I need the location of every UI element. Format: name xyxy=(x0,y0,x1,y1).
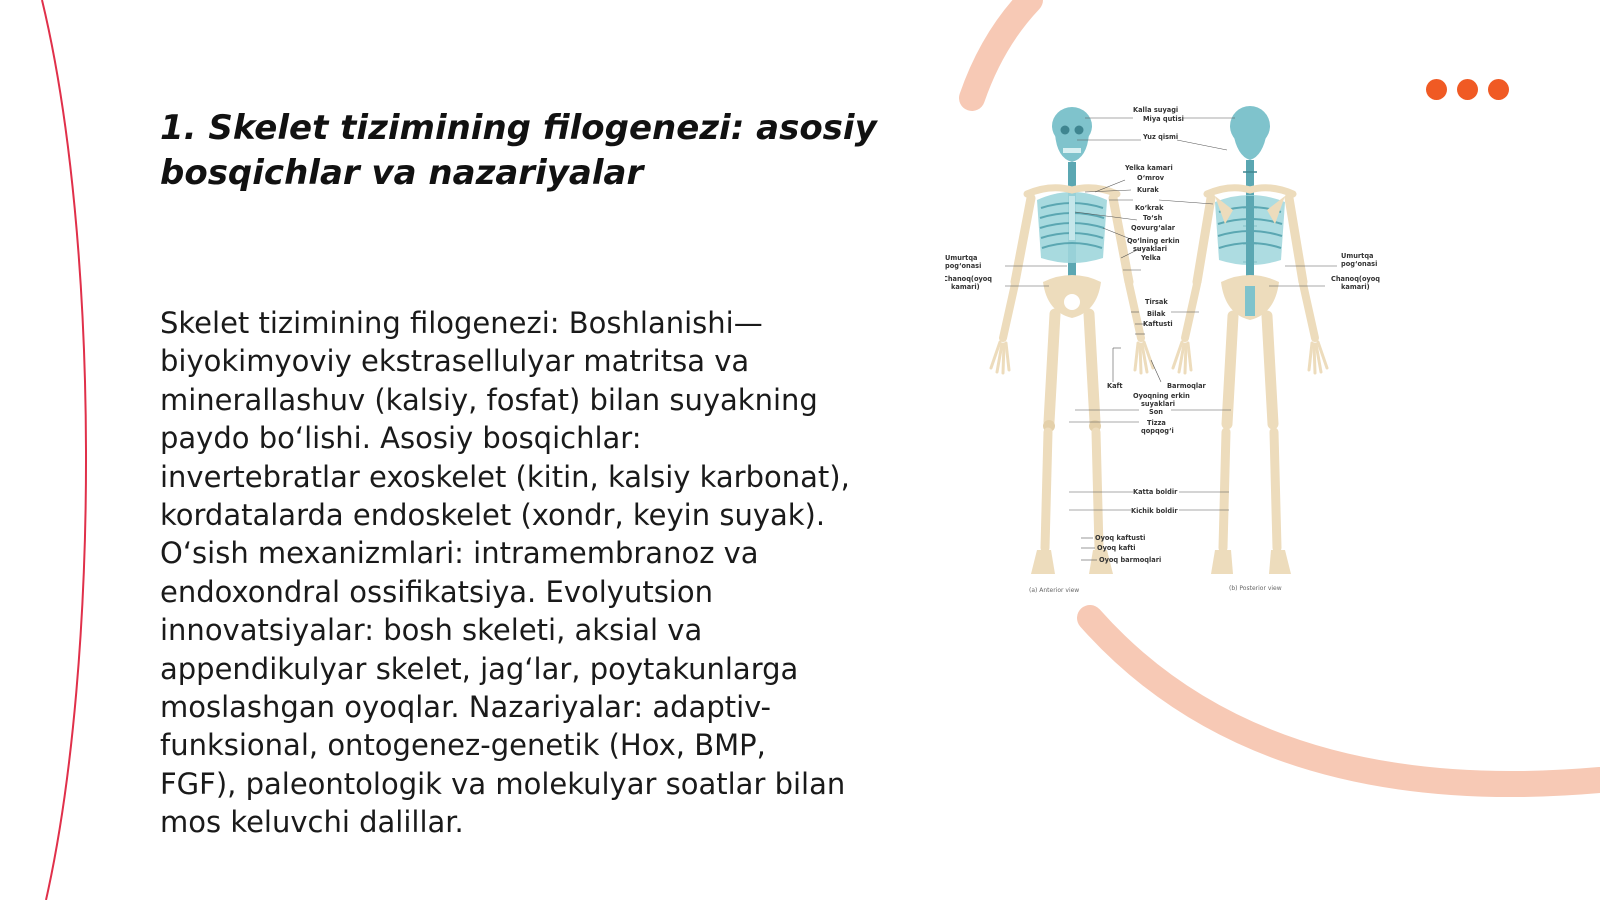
label-tizza-2: qopqog‘i xyxy=(1141,427,1174,435)
label-oyoq-barmoqlari: Oyoq barmoqlari xyxy=(1099,556,1162,564)
decorative-arc-bottom xyxy=(1090,618,1600,784)
skeleton-posterior xyxy=(1173,106,1327,574)
label-miya-qutisi: Miya qutisi xyxy=(1143,115,1184,123)
label-son: Son xyxy=(1149,408,1163,416)
label-kurak: Kurak xyxy=(1137,186,1159,194)
label-umurtqa-right-2: pog‘onasi xyxy=(1341,260,1378,268)
label-yelka: Yelka xyxy=(1141,254,1161,262)
label-bilak: Bilak xyxy=(1147,310,1166,318)
label-umurtqa-left-2: pog‘onasi xyxy=(945,262,982,270)
label-yuz-qismi: Yuz qismi xyxy=(1143,133,1179,141)
label-chanoq-right-1: Chanoq(oyoq xyxy=(1331,275,1381,283)
label-yelka-kamari: Yelka kamari xyxy=(1125,164,1173,172)
label-kalla-suyagi: Kalla suyagi xyxy=(1133,106,1179,114)
left-border-curve xyxy=(42,0,86,900)
caption-anterior: (a) Anterior view xyxy=(1029,587,1080,594)
caption-posterior: (b) Posterior view xyxy=(1229,585,1282,592)
more-horizontal-icon[interactable] xyxy=(1426,79,1516,101)
label-kichik-boldir: Kichik boldir xyxy=(1131,507,1178,515)
label-oyoq-erkin-1: Oyoqning erkin xyxy=(1133,392,1190,400)
label-qol-erkin-2: suyaklari xyxy=(1133,245,1167,253)
label-katta-boldir: Katta boldir xyxy=(1133,488,1178,496)
label-kaft: Kaft xyxy=(1107,382,1123,390)
skeleton-diagram xyxy=(945,100,1405,610)
label-barmoqlar: Barmoqlar xyxy=(1167,382,1206,390)
label-oyoq-kaftusti: Oyoq kaftusti xyxy=(1095,534,1146,542)
label-qol-erkin-1: Qo‘lning erkin xyxy=(1127,237,1180,245)
slide-title: 1. Skelet tizimining filogenezi: asosiy bosqichlar va nazariyalar xyxy=(160,108,877,193)
label-oyoq-erkin-2: suyaklari xyxy=(1141,400,1175,408)
label-oyoq-kafti: Oyoq kafti xyxy=(1097,544,1136,552)
menu-dot xyxy=(1488,79,1509,100)
label-tizza-1: Tizza xyxy=(1147,419,1166,427)
label-kaftusti: Kaftusti xyxy=(1143,320,1173,328)
label-chanoq-left-2: kamari) xyxy=(951,283,980,291)
label-umurtqa-left-1: Umurtqa xyxy=(945,254,978,262)
label-omrov: O‘mrov xyxy=(1137,174,1165,182)
label-tosh: To‘sh xyxy=(1143,214,1163,222)
label-qovurgalar: Qovurg‘alar xyxy=(1131,224,1176,232)
label-umurtqa-right-1: Umurtqa xyxy=(1341,252,1374,260)
label-tirsak: Tirsak xyxy=(1145,298,1168,306)
label-chanoq-left-1: Chanoq(oyoq xyxy=(945,275,993,283)
skeleton-svg xyxy=(945,100,1405,610)
label-chanoq-right-2: kamari) xyxy=(1341,283,1370,291)
skeleton-anterior xyxy=(991,107,1153,574)
decorative-arc-top xyxy=(972,0,1030,98)
menu-dot xyxy=(1457,79,1478,100)
slide-body-text: Skelet tizimining filogenezi: Boshlanishi—biyokimyoviy ekstrasellulyar matritsa va minerallashuv (kalsiy, fosfat) bilan suyakning paydo bo‘lishi. Asosiy bosqichlar: invertebratlar exoskelet (kitin, kalsiy karbonat), kordatalarda endoskelet (xondr, keyin suyak). O‘sish mexanizmlari: intramembranoz va endoxondral ossifikatsiya. Evolyutsion innovatsiyalar: bosh skeleti, aksial va appendikulyar skelet, jag‘lar, poytakunlarga moslashgan oyoqlar. Nazariyalar: adaptiv-funksional, ontogenez-genetik (Hox, BMP, FGF), paleontologik va molekulyar soatlar bilan mos keluvchi dalillar. xyxy=(160,306,850,840)
label-kokrak: Ko‘krak xyxy=(1135,204,1164,212)
menu-dot xyxy=(1426,79,1447,100)
